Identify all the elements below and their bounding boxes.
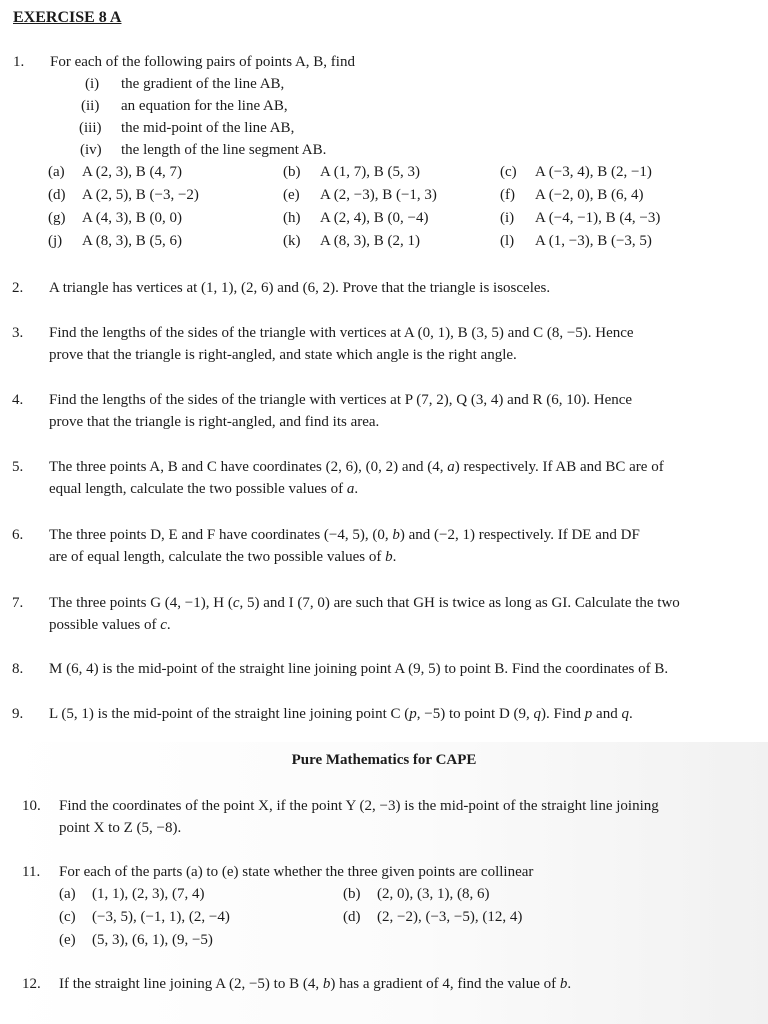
q1-number: 1. (13, 54, 25, 70)
q1-part-text: A (8, 3), B (5, 6) (82, 233, 182, 249)
q1-part-label: (h) (283, 210, 301, 226)
q1-part-text: A (2, 3), B (4, 7) (82, 164, 182, 180)
q11-part-label: (d) (343, 909, 361, 925)
q1-task-text: the length of the line segment AB. (121, 142, 327, 158)
q12-text: If the straight line joining A (2, −5) to B (4, b) has a gradient of 4, find the value of b. (59, 976, 572, 992)
q4-line1: Find the lengths of the sides of the triangle with vertices at P (7, 2), Q (3, 4) and R (6, 10). Hence (49, 392, 633, 408)
q1-part-text: A (−2, 0), B (6, 4) (535, 187, 644, 203)
q10-number: 10. (22, 798, 41, 814)
q11-part-label: (b) (343, 886, 361, 902)
q1-part-text: A (−3, 4), B (2, −1) (535, 164, 652, 180)
q11-intro: For each of the parts (a) to (e) state whether the three given points are collinear (59, 864, 534, 880)
q1-part-label: (k) (283, 233, 301, 249)
q1-part-label: (l) (500, 233, 515, 249)
q11-part-text: (1, 1), (2, 3), (7, 4) (92, 886, 205, 902)
q2-text: A triangle has vertices at (1, 1), (2, 6) and (6, 2). Prove that the triangle is isosceles. (49, 280, 551, 296)
q1-part-label: (e) (283, 187, 300, 203)
q6-number: 6. (12, 527, 24, 543)
q6-variable: b (385, 549, 393, 565)
q11-part-label: (c) (59, 909, 76, 925)
q11-part-text: (2, 0), (3, 1), (8, 6) (377, 886, 490, 902)
q7-variable: c (160, 617, 167, 633)
q1-part-text: A (4, 3), B (0, 0) (82, 210, 182, 226)
q6-variable: b (392, 527, 400, 543)
running-head: Pure Mathematics for CAPE (291, 752, 477, 768)
q7-variable: c (232, 595, 240, 611)
q1-task-label: (iii) (79, 120, 102, 136)
q10-line1: Find the coordinates of the point X, if the point Y (2, −3) is the mid-point of the straight line joining (59, 798, 659, 814)
q3-line1: Find the lengths of the sides of the triangle with vertices at A (0, 1), B (3, 5) and C (8, −5). Hence (49, 325, 634, 341)
q12-number: 12. (22, 976, 41, 992)
q9-text: L (5, 1) is the mid-point of the straight line joining point C (p, −5) to point D (9, q). Find p and q. (49, 706, 633, 722)
q1-part-label: (j) (48, 233, 63, 249)
q3-line2: prove that the triangle is right-angled, and state which angle is the right angle. (49, 347, 517, 363)
q1-task-text: the mid-point of the line AB, (121, 120, 295, 136)
q11-part-label: (a) (59, 886, 76, 902)
q8-number: 8. (12, 661, 24, 677)
q4-number: 4. (12, 392, 24, 408)
q1-part-label: (a) (48, 164, 65, 180)
q11-part-text: (−3, 5), (−1, 1), (2, −4) (92, 909, 230, 925)
q11-part-text: (5, 3), (6, 1), (9, −5) (92, 932, 213, 948)
q11-part-text: (2, −2), (−3, −5), (12, 4) (377, 909, 523, 925)
q1-part-label: (b) (283, 164, 301, 180)
q1-intro: For each of the following pairs of points A, B, find (50, 54, 355, 70)
q6-line2: are of equal length, calculate the two possible values of b. (49, 549, 397, 565)
q1-part-label: (d) (48, 187, 66, 203)
q1-task-text: an equation for the line AB, (121, 98, 288, 114)
q1-task-label: (iv) (80, 142, 102, 158)
q7-number: 7. (12, 595, 24, 611)
q2-number: 2. (12, 280, 24, 296)
q11-part-label: (e) (59, 932, 76, 948)
q1-part-label: (i) (500, 210, 515, 226)
q7-line2: possible values of c. (49, 617, 171, 633)
q7-line1: The three points G (4, −1), H (c, 5) and I (7, 0) are such that GH is twice as long as GI. Calculate the two (49, 595, 680, 611)
q1-task-text: the gradient of the line AB, (121, 76, 285, 92)
q5-variable: a (346, 481, 355, 497)
q8-text: M (6, 4) is the mid-point of the straight line joining point A (9, 5) to point B. Find the coordinates of B. (49, 661, 669, 677)
q5-line2: equal length, calculate the two possible values of a. (49, 481, 359, 497)
q1-part-label: (c) (500, 164, 517, 180)
q1-part-text: A (2, 5), B (−3, −2) (82, 187, 199, 203)
q1-task-label: (ii) (81, 98, 100, 114)
q1-part-label: (f) (500, 187, 515, 203)
q1-part-text: A (1, 7), B (5, 3) (320, 164, 420, 180)
q1-part-text: A (2, 4), B (0, −4) (320, 210, 429, 226)
q6-line1: The three points D, E and F have coordinates (−4, 5), (0, b) and (−2, 1) respectively. If DE and DF (49, 527, 640, 543)
q1-part-text: A (2, −3), B (−1, 3) (320, 187, 437, 203)
q1-part-label: (g) (48, 210, 66, 226)
q5-variable: a (447, 459, 455, 475)
q5-number: 5. (12, 459, 24, 475)
q10-line2: point X to Z (5, −8). (59, 820, 182, 836)
q4-line2: prove that the triangle is right-angled, and find its area. (49, 414, 380, 430)
q9-number: 9. (12, 706, 24, 722)
q5-line1: The three points A, B and C have coordinates (2, 6), (0, 2) and (4, a) respectively. If AB and BC are of (49, 459, 664, 475)
q1-task-label: (i) (85, 76, 100, 92)
q1-part-text: A (8, 3), B (2, 1) (320, 233, 420, 249)
exercise-title: EXERCISE 8 A (13, 9, 122, 26)
q1-part-text: A (1, −3), B (−3, 5) (535, 233, 652, 249)
q1-part-text: A (−4, −1), B (4, −3) (535, 210, 661, 226)
q11-number: 11. (22, 864, 41, 880)
q3-number: 3. (12, 325, 24, 341)
